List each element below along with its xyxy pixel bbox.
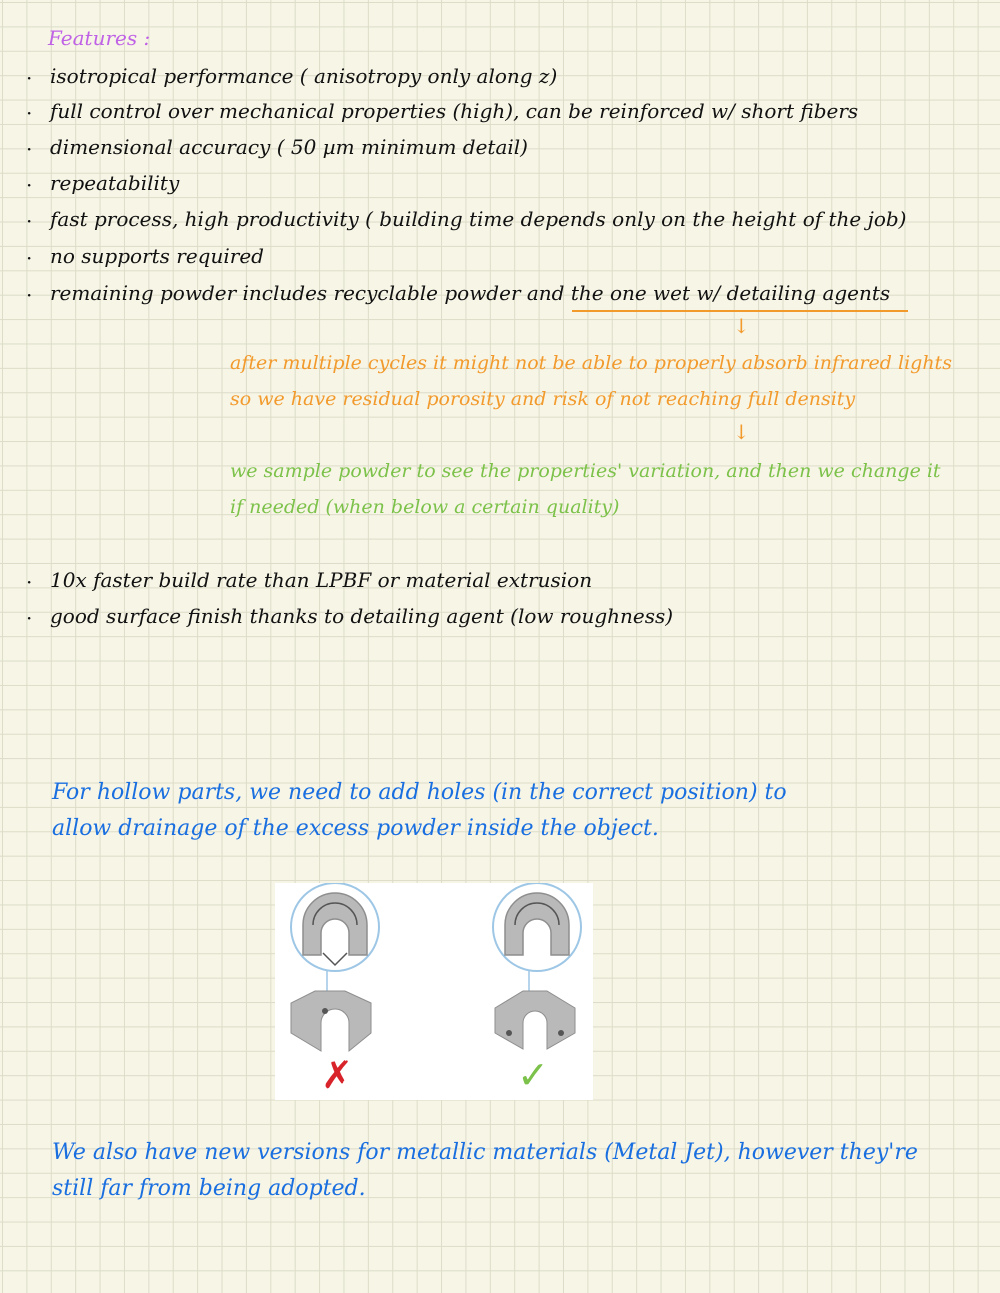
right-example [493, 883, 581, 1097]
bullet: · [26, 66, 33, 90]
feature-item: dimensional accuracy ( 50 µm minimum detail) [50, 135, 528, 159]
hole-left [322, 1008, 328, 1014]
bullet: · [26, 570, 33, 594]
bullet: · [26, 283, 33, 307]
detailing-agents-underline [572, 310, 908, 312]
feature-item: good surface finish thanks to detailing agent (low roughness) [50, 604, 674, 628]
feature-item: remaining powder includes recyclable powder and the one wet w/ detailing agents [50, 281, 891, 305]
green-note-line: we sample powder to see the properties' variation, and then we change it [230, 460, 941, 482]
feature-item: full control over mechanical properties (high), can be reinforced w/ short fibers [50, 99, 859, 123]
feature-item: repeatability [50, 171, 180, 195]
right-mark-icon: ✓ [517, 1053, 549, 1097]
part-3d-left [291, 991, 371, 1051]
down-arrow-icon: ↓ [733, 314, 750, 338]
bullet: · [26, 137, 33, 161]
hollow-note-line: For hollow parts, we need to add holes (in the correct position) to [52, 780, 787, 805]
metal-note-line: still far from being adopted. [52, 1176, 366, 1201]
bullet: · [26, 101, 33, 125]
wrong-example [291, 883, 379, 1097]
green-note-line: if needed (when below a certain quality) [230, 496, 620, 518]
hollow-note-line: allow drainage of the excess powder inside the object. [52, 816, 659, 841]
feature-item: isotropical performance ( anisotropy only along z) [50, 64, 558, 88]
drainage-holes-figure [275, 883, 593, 1100]
feature-item: fast process, high productivity ( building time depends only on the height of the job) [50, 207, 907, 231]
bullet: · [26, 246, 33, 270]
bullet: · [26, 606, 33, 630]
feature-item: no supports required [50, 244, 264, 268]
wrong-mark-icon: ✗ [321, 1053, 353, 1097]
drainage-illustration [275, 883, 593, 1100]
down-arrow-icon: ↓ [733, 420, 750, 444]
part-3d-right [495, 991, 575, 1049]
orange-note-line: so we have residual porosity and risk of not reaching full density [230, 388, 856, 410]
orange-note-line: after multiple cycles it might not be able to properly absorb infrared lights [230, 352, 952, 374]
drain-hole-1 [506, 1030, 512, 1036]
metal-note-line: We also have new versions for metallic materials (Metal Jet), however they're [52, 1140, 918, 1165]
drain-hole-2 [558, 1030, 564, 1036]
features-heading: Features : [48, 26, 151, 50]
bullet: · [26, 173, 33, 197]
feature-item: 10x faster build rate than LPBF or material extrusion [50, 568, 593, 592]
bullet: · [26, 209, 33, 233]
